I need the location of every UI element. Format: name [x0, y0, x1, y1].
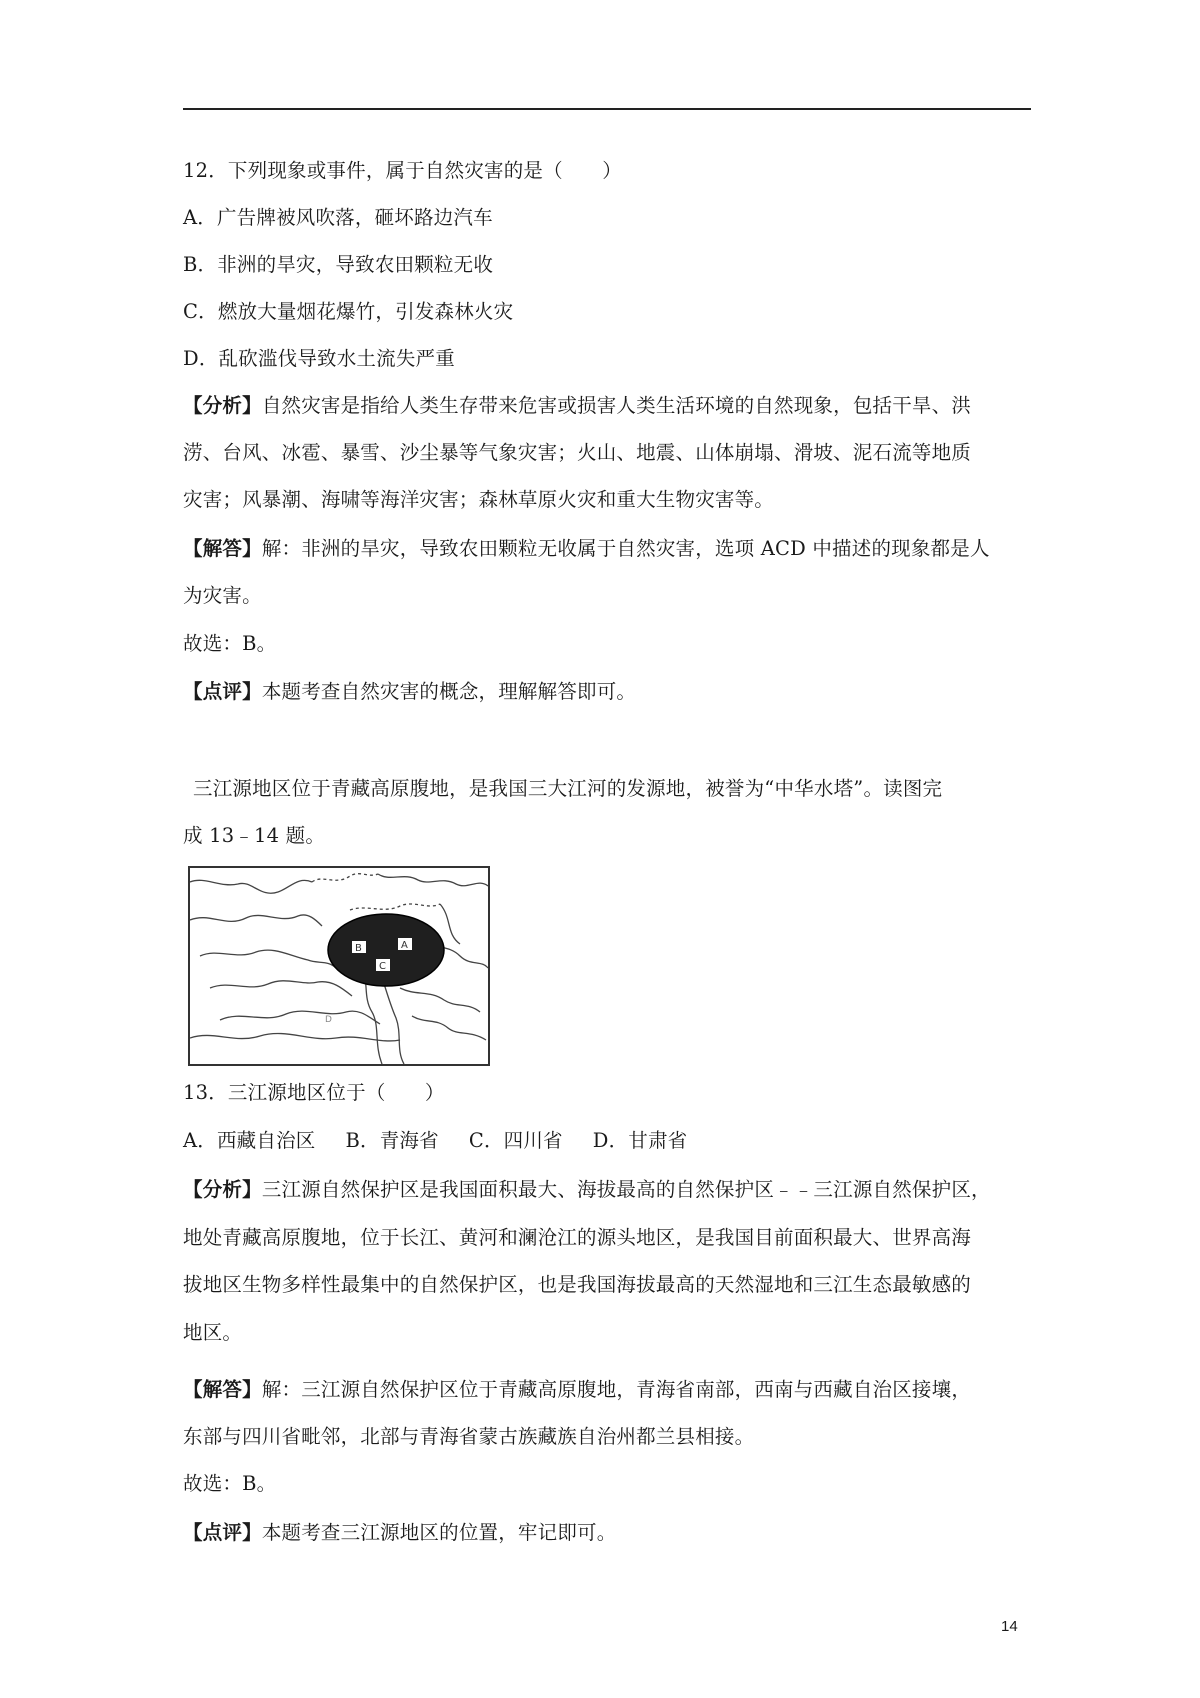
q13-answer-line-2: 东部与四川省毗邻，北部与青海省蒙古族藏族自治州都兰县相接。: [183, 1425, 755, 1448]
border-dashed: [312, 874, 378, 882]
q13-analysis-line-3: 拔地区生物多样性最集中的自然保护区，也是我国海拔最高的天然湿地和三江生态最敏感的: [183, 1273, 972, 1296]
header-rule: [183, 108, 1031, 110]
sanjiangyuan-region: [328, 914, 444, 986]
answer-text: 解：非洲的旱灾，导致农田颗粒无收属于自然灾害，选项 ACD 中描述的现象都是人: [261, 537, 990, 560]
sanjiangyuan-map: [188, 866, 490, 1066]
q12-comment-line: [183, 679, 636, 705]
comment-tag: 【点评】: [183, 1521, 262, 1544]
q12-option-c: C．燃放大量烟花爆竹，引发森林火灾: [183, 300, 514, 323]
q12-answer-line-1: [183, 536, 990, 562]
q12-option-b: B．非洲的旱灾，导致农田颗粒无收: [183, 253, 494, 276]
map-label-b: B: [355, 943, 362, 954]
q12-analysis-line-2: 涝、台风、冰雹、暴雪、沙尘暴等气象灾害；火山、地震、山体崩塌、滑坡、泥石流等地质: [183, 441, 972, 464]
range-line: [210, 981, 352, 996]
comment-text: 本题考查三江源地区的位置，牢记即可。: [261, 1521, 617, 1544]
comment-text: 本题考查自然灾害的概念，理解解答即可。: [261, 680, 637, 703]
plateau-line: [200, 950, 336, 968]
q13-analysis-line-4: 地区。: [183, 1321, 243, 1344]
q13-comment-line: [183, 1520, 616, 1546]
province-line: [400, 988, 480, 1012]
q13-stem: 13．三江源地区位于（ ）: [183, 1081, 445, 1104]
q12-analysis-line-3: 灾害；风暴潮、海啸等海洋灾害；森林草原火灾和重大生物灾害等。: [183, 488, 775, 511]
map-drawing: [190, 868, 488, 1064]
q12-choice: 故选：B。: [183, 632, 277, 655]
answer-tag: 【解答】: [183, 1378, 262, 1401]
comment-tag: 【点评】: [183, 680, 262, 703]
intro-line-1: 三江源地区位于青藏高原腹地，是我国三大江河的发源地，被誉为“中华水塔”。读图完: [193, 777, 943, 800]
q13-analysis-line-2: 地处青藏高原腹地，位于长江、黄河和澜沧江的源头地区，是我国目前面积最大、世界高海: [183, 1226, 972, 1249]
border-line: [378, 874, 488, 886]
analysis-tag: 【分析】: [183, 394, 262, 417]
analysis-tag: 【分析】: [183, 1178, 262, 1201]
q13-option-a: A．西藏自治区: [183, 1129, 316, 1152]
q12-stem: 12．下列现象或事件，属于自然灾害的是（ ）: [183, 159, 622, 182]
basin-outline: [190, 915, 322, 926]
q12-answer-line-2: 为灾害。: [183, 584, 262, 607]
province-line: [412, 1016, 486, 1040]
map-label-a: A: [401, 940, 408, 951]
q12-option-d: D．乱砍滥伐导致水土流失严重: [183, 347, 455, 370]
q12-analysis-line-1: [183, 393, 971, 419]
himalaya-line: [220, 1011, 380, 1024]
q13-choice: 故选：B。: [183, 1472, 277, 1495]
q13-options: [183, 1128, 687, 1154]
province-line: [440, 904, 460, 944]
analysis-text: 自然灾害是指给人类生存带来危害或损害人类生活环境的自然现象，包括干旱、洪: [261, 394, 972, 417]
border-south: [190, 1033, 400, 1040]
q13-option-c: C．四川省: [468, 1129, 563, 1152]
q13-analysis-line-1: [183, 1177, 991, 1203]
border-line: [190, 880, 312, 893]
answer-text: 解：三江源自然保护区位于青藏高原腹地，青海省南部，西南与西藏自治区接壤，: [261, 1378, 972, 1401]
q13-option-d: D．甘肃省: [592, 1129, 688, 1152]
q13-answer-line-1: [183, 1377, 971, 1403]
analysis-text: 三江源自然保护区是我国面积最大、海拔最高的自然保护区﹣﹣三江源自然保护区，: [261, 1178, 991, 1201]
q13-option-b: B．青海省: [345, 1129, 439, 1152]
answer-tag: 【解答】: [183, 537, 262, 560]
q12-option-a: A．广告牌被风吹落，砸坏路边汽车: [183, 206, 493, 229]
intro-line-2: 成 13﹣14 题。: [183, 824, 326, 847]
map-label-c: C: [379, 961, 386, 972]
page-number: 14: [1001, 1618, 1018, 1635]
map-label-d: D: [325, 1015, 332, 1025]
province-dashed: [350, 904, 440, 910]
